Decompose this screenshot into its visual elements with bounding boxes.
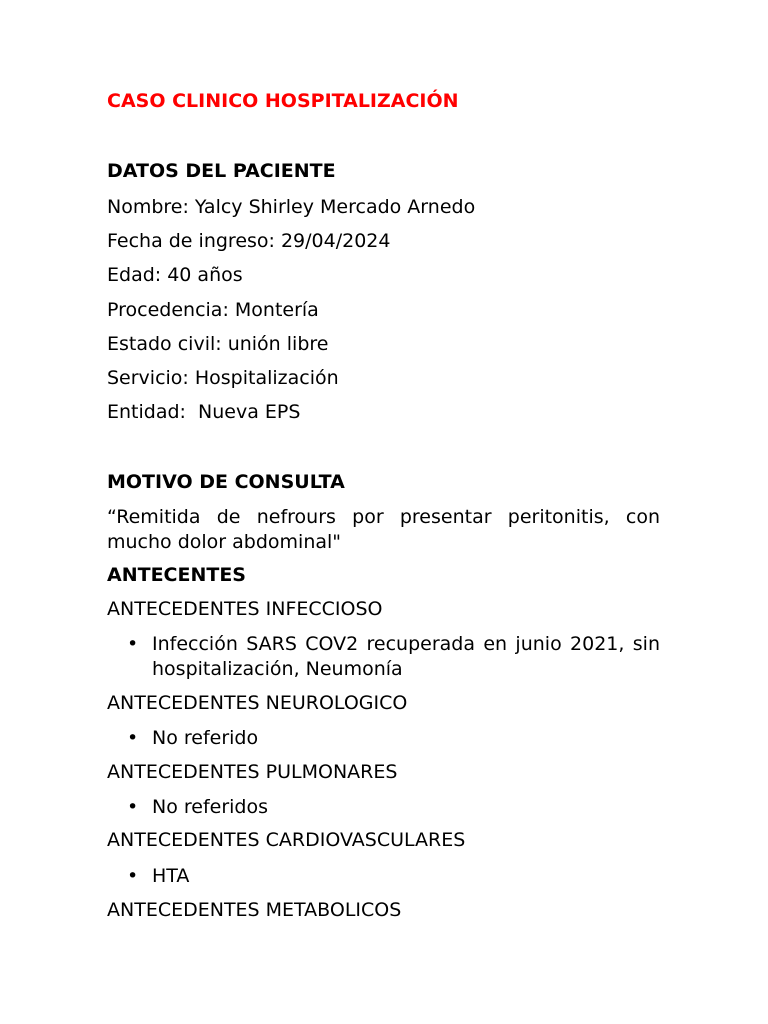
field-nombre: Nombre: Yalcy Shirley Mercado Arnedo <box>107 196 476 218</box>
antecedentes-section-heading: ANTECENTES <box>107 564 246 586</box>
antecedentes-neurologico-label: ANTECEDENTES NEUROLOGICO <box>107 692 408 714</box>
field-procedencia: Procedencia: Montería <box>107 299 319 321</box>
field-servicio: Servicio: Hospitalización <box>107 367 339 389</box>
field-edad: Edad: 40 años <box>107 264 243 286</box>
bullet-glyph: • <box>127 865 139 887</box>
antecedentes-infeccioso-item: Infección SARS COV2 recuperada en junio 2021, sin hospitalización, Neumonía <box>152 633 660 680</box>
antecedentes-pulmonares-item: No referidos <box>152 796 269 818</box>
field-entidad: Entidad: Nueva EPS <box>107 401 301 423</box>
bullet-glyph: • <box>127 633 139 655</box>
field-fecha-ingreso: Fecha de ingreso: 29/04/2024 <box>107 230 391 252</box>
consulta-section-heading: MOTIVO DE CONSULTA <box>107 471 345 493</box>
antecedentes-cardiovasculares-item: HTA <box>152 865 190 887</box>
antecedentes-neurologico-item: No referido <box>152 727 259 749</box>
field-estado-civil: Estado civil: unión libre <box>107 333 329 355</box>
list-item <box>107 864 660 889</box>
antecedentes-cardiovasculares-label: ANTECEDENTES CARDIOVASCULARES <box>107 829 466 851</box>
antecedentes-pulmonares-label: ANTECEDENTES PULMONARES <box>107 761 398 783</box>
document-title: CASO CLINICO HOSPITALIZACIÓN <box>107 90 459 112</box>
antecedentes-metabolicos-label: ANTECEDENTES METABOLICOS <box>107 899 402 921</box>
bullet-glyph: • <box>127 727 139 749</box>
bullet-glyph: • <box>127 796 139 818</box>
list-item <box>107 726 660 751</box>
list-item <box>107 795 660 820</box>
patient-section-heading: DATOS DEL PACIENTE <box>107 160 336 182</box>
antecedentes-infeccioso-label: ANTECEDENTES INFECCIOSO <box>107 598 383 620</box>
consulta-text: “Remitida de nefrours por presentar peritonitis, con mucho dolor abdominal" <box>107 506 660 553</box>
list-item <box>107 632 660 682</box>
